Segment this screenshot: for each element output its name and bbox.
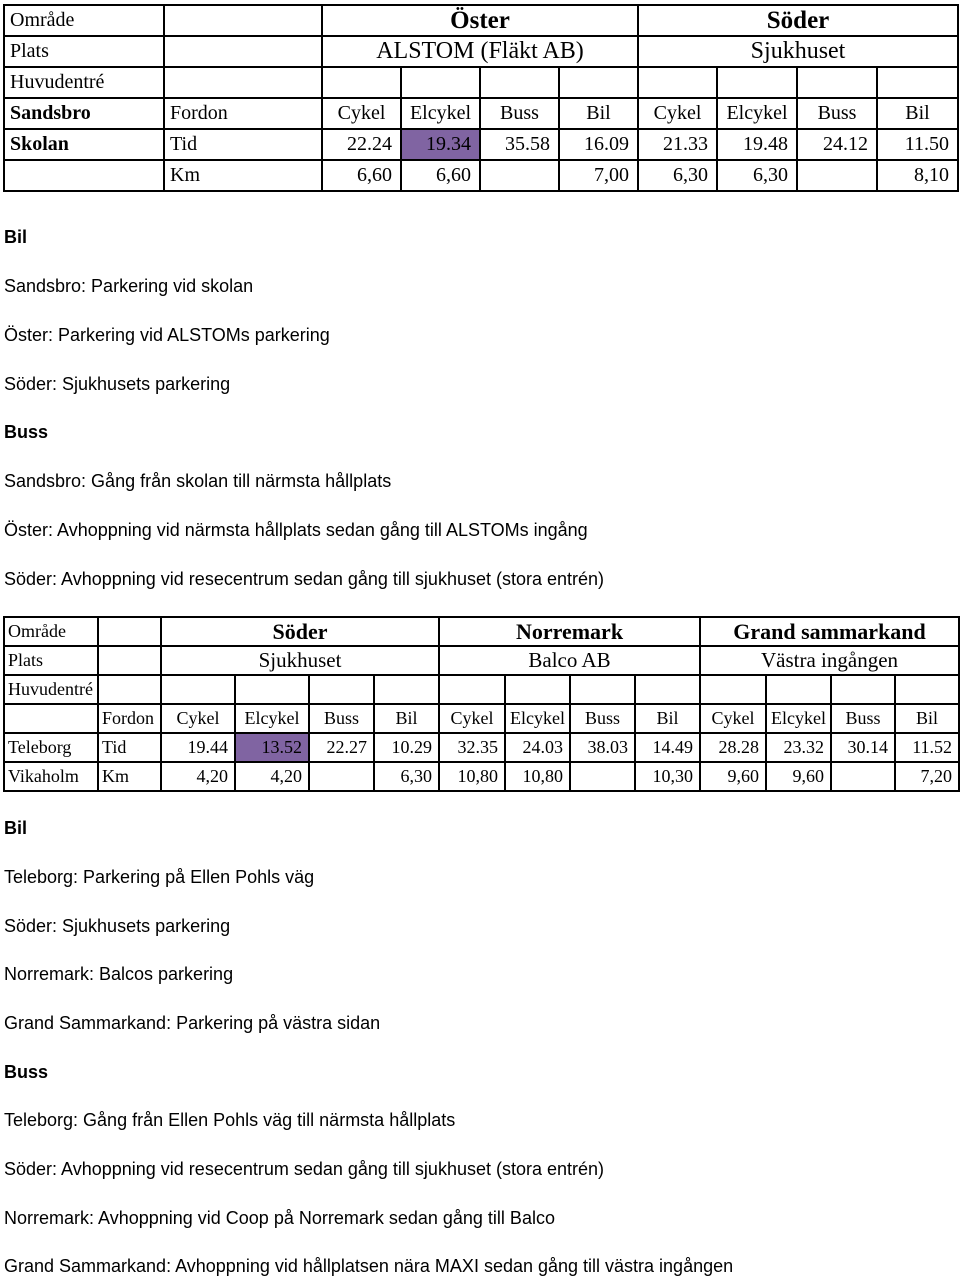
origin-label: Teleborg bbox=[4, 733, 98, 762]
origin-label: Sandsbro bbox=[4, 98, 164, 129]
vehicle-cell: Buss bbox=[570, 704, 635, 733]
tid-cell-highlighted: 13.52 bbox=[235, 733, 309, 762]
vehicle-cell: Bil bbox=[877, 98, 958, 129]
tid-cell: 19.48 bbox=[717, 129, 797, 160]
km-cell: 6,60 bbox=[401, 160, 480, 191]
note-line: Grand Sammarkand: Avhoppning vid hållplatsen nära MAXI sedan gång till västra ingången bbox=[4, 1256, 734, 1276]
travel-table-oster-soder bbox=[3, 4, 959, 192]
empty-cell bbox=[570, 675, 635, 704]
label-huvudentre: Huvudentré bbox=[4, 675, 98, 704]
km-cell: 4,20 bbox=[235, 762, 309, 791]
travel-table-soder-norremark-grand bbox=[3, 616, 960, 792]
empty-cell bbox=[4, 160, 164, 191]
km-label: Km bbox=[98, 762, 161, 791]
vehicle-cell: Buss bbox=[831, 704, 895, 733]
tid-label: Tid bbox=[164, 129, 322, 160]
km-cell: 10,30 bbox=[635, 762, 700, 791]
section-heading-bil: Bil bbox=[4, 227, 28, 247]
km-cell: 6,30 bbox=[374, 762, 439, 791]
area-header: Öster bbox=[322, 5, 638, 36]
label-plats: Plats bbox=[4, 646, 98, 675]
area-header: Söder bbox=[161, 617, 439, 646]
km-cell: 10,80 bbox=[439, 762, 505, 791]
vehicle-cell: Bil bbox=[895, 704, 959, 733]
empty-cell bbox=[895, 675, 959, 704]
vehicle-cell: Cykel bbox=[638, 98, 717, 129]
vehicle-cell: Cykel bbox=[439, 704, 505, 733]
tid-cell-highlighted: 19.34 bbox=[401, 129, 480, 160]
empty-cell bbox=[164, 36, 322, 67]
empty-cell bbox=[164, 67, 322, 98]
empty-cell bbox=[700, 675, 766, 704]
empty-cell bbox=[797, 67, 877, 98]
vehicle-cell: Cykel bbox=[161, 704, 235, 733]
note-line: Öster: Avhoppning vid närmsta hållplats sedan gång till ALSTOMs ingång bbox=[4, 520, 588, 540]
note-line: Öster: Parkering vid ALSTOMs parkering bbox=[4, 325, 330, 345]
note-line: Norremark: Balcos parkering bbox=[4, 964, 234, 984]
empty-cell bbox=[98, 675, 161, 704]
area-header: Grand sammarkand bbox=[700, 617, 959, 646]
place-header: ALSTOM (Fläkt AB) bbox=[322, 36, 638, 67]
vehicle-cell: Bil bbox=[374, 704, 439, 733]
empty-cell bbox=[161, 675, 235, 704]
empty-cell bbox=[235, 675, 309, 704]
km-cell: 10,80 bbox=[505, 762, 570, 791]
empty-cell bbox=[766, 675, 831, 704]
km-cell bbox=[309, 762, 374, 791]
empty-cell bbox=[98, 646, 161, 675]
km-cell bbox=[480, 160, 559, 191]
km-cell: 9,60 bbox=[766, 762, 831, 791]
empty-cell bbox=[322, 67, 401, 98]
label-omrade: Område bbox=[4, 5, 164, 36]
tid-cell: 10.29 bbox=[374, 733, 439, 762]
place-header: Sjukhuset bbox=[161, 646, 439, 675]
empty-cell bbox=[638, 67, 717, 98]
note-line: Söder: Avhoppning vid resecentrum sedan gång till sjukhuset (stora entrén) bbox=[4, 1159, 605, 1179]
tid-cell: 16.09 bbox=[559, 129, 638, 160]
label-omrade: Område bbox=[4, 617, 98, 646]
tid-cell: 24.12 bbox=[797, 129, 877, 160]
tid-cell: 22.27 bbox=[309, 733, 374, 762]
empty-cell bbox=[98, 617, 161, 646]
empty-cell bbox=[635, 675, 700, 704]
tid-cell: 11.50 bbox=[877, 129, 958, 160]
vehicle-cell: Elcykel bbox=[401, 98, 480, 129]
km-cell: 6,30 bbox=[638, 160, 717, 191]
km-cell: 7,00 bbox=[559, 160, 638, 191]
vehicle-cell: Buss bbox=[480, 98, 559, 129]
km-cell bbox=[797, 160, 877, 191]
tid-cell: 38.03 bbox=[570, 733, 635, 762]
km-cell: 4,20 bbox=[161, 762, 235, 791]
tid-cell: 30.14 bbox=[831, 733, 895, 762]
empty-cell bbox=[401, 67, 480, 98]
note-line: Sandsbro: Parkering vid skolan bbox=[4, 276, 254, 296]
vehicle-cell: Cykel bbox=[700, 704, 766, 733]
empty-cell bbox=[505, 675, 570, 704]
note-line: Söder: Sjukhusets parkering bbox=[4, 374, 231, 394]
empty-cell bbox=[164, 5, 322, 36]
tid-cell: 21.33 bbox=[638, 129, 717, 160]
vehicle-cell: Elcykel bbox=[235, 704, 309, 733]
vehicle-cell: Elcykel bbox=[717, 98, 797, 129]
origin-label: Vikaholm bbox=[4, 762, 98, 791]
section-heading-bil: Bil bbox=[4, 818, 28, 838]
note-line: Sandsbro: Gång från skolan till närmsta hållplats bbox=[4, 471, 392, 491]
tid-cell: 14.49 bbox=[635, 733, 700, 762]
tid-cell: 24.03 bbox=[505, 733, 570, 762]
km-cell: 7,20 bbox=[895, 762, 959, 791]
note-line: Teleborg: Parkering på Ellen Pohls väg bbox=[4, 867, 315, 887]
area-header: Norremark bbox=[439, 617, 700, 646]
tid-label: Tid bbox=[98, 733, 161, 762]
empty-cell bbox=[480, 67, 559, 98]
section-heading-buss: Buss bbox=[4, 422, 49, 442]
tid-cell: 32.35 bbox=[439, 733, 505, 762]
note-line: Teleborg: Gång från Ellen Pohls väg till närmsta hållplats bbox=[4, 1110, 456, 1130]
section-heading-buss: Buss bbox=[4, 1062, 49, 1082]
label-plats: Plats bbox=[4, 36, 164, 67]
empty-cell bbox=[559, 67, 638, 98]
note-line: Grand Sammarkand: Parkering på västra sidan bbox=[4, 1013, 381, 1033]
vehicle-cell: Elcykel bbox=[766, 704, 831, 733]
km-cell: 6,60 bbox=[322, 160, 401, 191]
area-header: Söder bbox=[638, 5, 958, 36]
km-cell bbox=[570, 762, 635, 791]
km-cell: 8,10 bbox=[877, 160, 958, 191]
place-header: Balco AB bbox=[439, 646, 700, 675]
tid-cell: 35.58 bbox=[480, 129, 559, 160]
fordon-label: Fordon bbox=[164, 98, 322, 129]
empty-cell bbox=[877, 67, 958, 98]
tid-cell: 28.28 bbox=[700, 733, 766, 762]
tid-cell: 19.44 bbox=[161, 733, 235, 762]
tid-cell: 23.32 bbox=[766, 733, 831, 762]
empty-cell bbox=[831, 675, 895, 704]
fordon-label: Fordon bbox=[98, 704, 161, 733]
km-cell: 9,60 bbox=[700, 762, 766, 791]
vehicle-cell: Bil bbox=[635, 704, 700, 733]
km-cell bbox=[831, 762, 895, 791]
empty-cell bbox=[309, 675, 374, 704]
empty-cell bbox=[717, 67, 797, 98]
place-header: Västra ingången bbox=[700, 646, 959, 675]
vehicle-cell: Buss bbox=[309, 704, 374, 733]
note-line: Söder: Sjukhusets parkering bbox=[4, 916, 231, 936]
km-label: Km bbox=[164, 160, 322, 191]
vehicle-cell: Elcykel bbox=[505, 704, 570, 733]
vehicle-cell: Bil bbox=[559, 98, 638, 129]
label-huvudentre: Huvudentré bbox=[4, 67, 164, 98]
vehicle-cell: Cykel bbox=[322, 98, 401, 129]
empty-cell bbox=[4, 704, 98, 733]
km-cell: 6,30 bbox=[717, 160, 797, 191]
empty-cell bbox=[439, 675, 505, 704]
note-line: Söder: Avhoppning vid resecentrum sedan gång till sjukhuset (stora entrén) bbox=[4, 569, 605, 589]
note-line: Norremark: Avhoppning vid Coop på Norremark sedan gång till Balco bbox=[4, 1208, 555, 1228]
vehicle-cell: Buss bbox=[797, 98, 877, 129]
empty-cell bbox=[374, 675, 439, 704]
origin-label: Skolan bbox=[4, 129, 164, 160]
tid-cell: 22.24 bbox=[322, 129, 401, 160]
place-header: Sjukhuset bbox=[638, 36, 958, 67]
tid-cell: 11.52 bbox=[895, 733, 959, 762]
